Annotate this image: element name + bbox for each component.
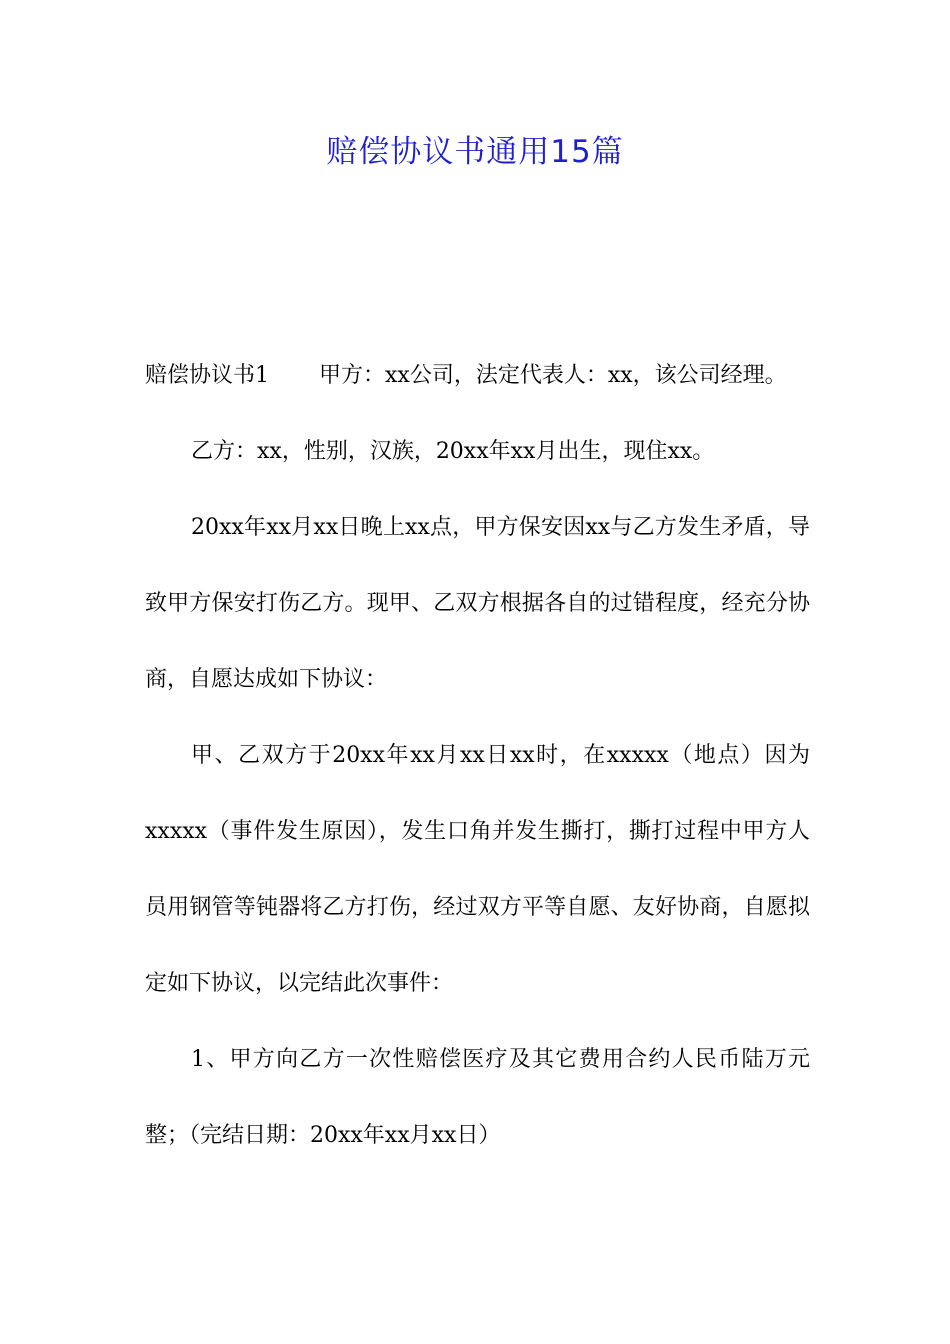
paragraph-clause-1: 1、甲方向乙方一次性赔偿医疗及其它费用合约人民币陆万元整；（完结日期：20xx年xx月xx日）	[145, 1047, 810, 1148]
paragraph-party-a	[145, 338, 810, 414]
paragraph-incident: 20xx年xx月xx日晚上xx点，甲方保安因xx与乙方发生矛盾，导致甲方保安打伤乙方。现甲、乙双方根据各自的过错程度，经充分协商，自愿达成如下协议：	[145, 515, 810, 692]
document-title: 赔偿协议书通用15篇	[326, 134, 624, 170]
paragraph-party-b: 乙方：xx，性别，汉族，20xx年xx月出生，现住xx。	[191, 439, 715, 464]
paragraph-party-a-text: 甲方：xx公司，法定代表人：xx，该公司经理。	[319, 363, 787, 388]
paragraph-details: 甲、乙双方于20xx年xx月xx日xx时，在xxxxx（地点）因为xxxxx（事件发生原因），发生口角并发生撕打，撕打过程中甲方人员用钢管等钝器将乙方打伤，经过双方平等自愿、友好协商，自愿拟定如下协议，以完结此次事件：	[145, 743, 810, 996]
section-heading: 赔偿协议书1	[145, 363, 269, 388]
document-body	[145, 338, 810, 1174]
